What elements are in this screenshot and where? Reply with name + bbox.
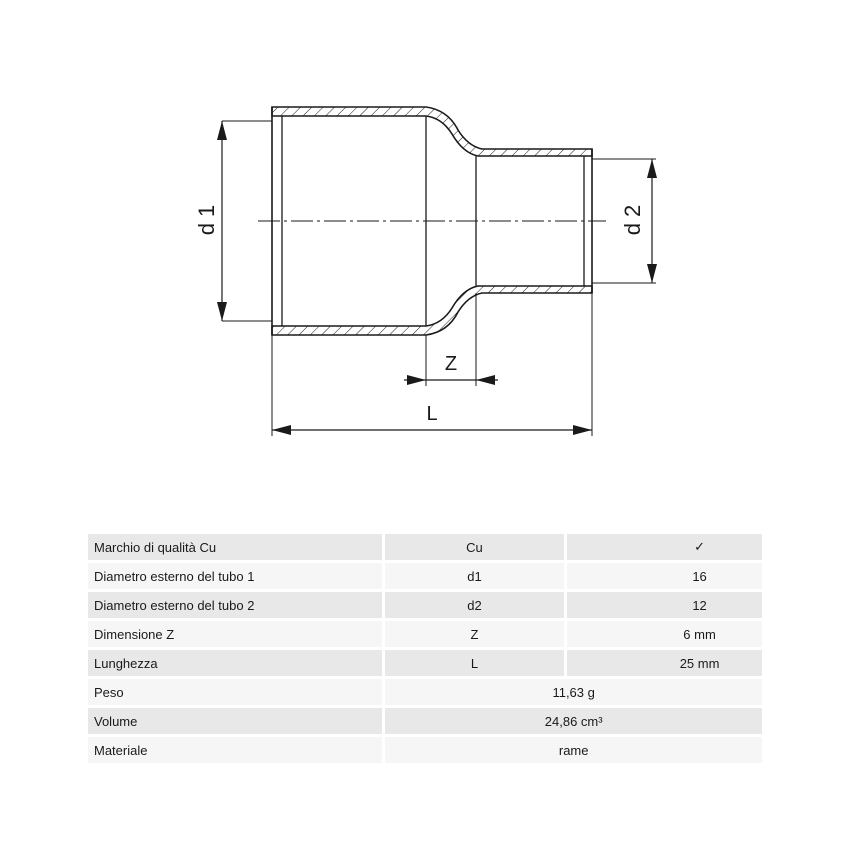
l-label: L [426, 403, 438, 425]
row-value: 25 mm [567, 650, 762, 676]
row-symbol: L [385, 650, 563, 676]
table-row [88, 737, 762, 763]
row-value: 24,86 cm³ [385, 708, 762, 734]
spec-table [88, 531, 762, 766]
row-label: Dimensione Z [88, 621, 382, 647]
row-label: Diametro esterno del tubo 1 [88, 563, 382, 589]
d1-label: d 1 [194, 204, 219, 236]
table-row [88, 708, 762, 734]
row-symbol: d2 [385, 592, 563, 618]
d2-label: d 2 [620, 204, 645, 236]
row-symbol: Z [385, 621, 563, 647]
table-row [88, 592, 762, 618]
table-row [88, 679, 762, 705]
row-value: 12 [567, 592, 762, 618]
row-symbol: Cu [385, 534, 563, 560]
row-value: rame [385, 737, 762, 763]
table-row [88, 650, 762, 676]
table-row [88, 563, 762, 589]
lower-wall [272, 286, 592, 335]
upper-wall [272, 107, 592, 156]
row-label: Volume [88, 708, 382, 734]
row-value: 11,63 g [385, 679, 762, 705]
table-row [88, 621, 762, 647]
row-label: Materiale [88, 737, 382, 763]
row-value: 6 mm [567, 621, 762, 647]
row-symbol: d1 [385, 563, 563, 589]
row-label: Lunghezza [88, 650, 382, 676]
row-value: ✓ [567, 534, 762, 560]
row-label: Marchio di qualità Cu [88, 534, 382, 560]
row-label: Diametro esterno del tubo 2 [88, 592, 382, 618]
row-label: Peso [88, 679, 382, 705]
table-row [88, 534, 762, 560]
row-value: 16 [567, 563, 762, 589]
z-label: Z [444, 353, 458, 375]
